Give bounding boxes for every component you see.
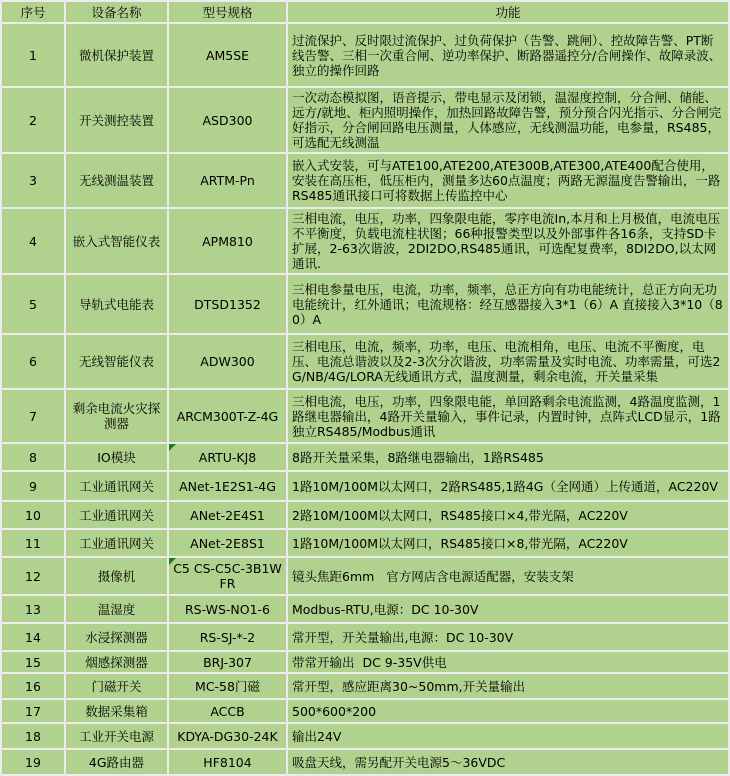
cell-index <box>2 724 64 748</box>
cell-device-name-text: 工业通讯网关 <box>78 478 154 494</box>
cell-device-name-text: 工业通讯网关 <box>78 507 154 523</box>
cell-model <box>169 209 286 273</box>
cell-model <box>169 530 286 556</box>
table-row <box>2 624 728 650</box>
cell-function-text: 1路10M/100M以太网口，RS485接口×8,带光隔，AC220V <box>292 535 628 551</box>
cell-model-text: ADW300 <box>200 354 255 369</box>
cell-index-text: 11 <box>25 535 41 551</box>
cell-function <box>288 275 728 333</box>
cell-function-text: 三相电参量电压，电流，功率，频率，总正方向有功电能统计，总正方向无功电能统计，红外通讯；电流规格：经互感器接入3*1（6）A 直接接入3*10（80）A <box>292 281 723 327</box>
cell-model <box>169 596 286 622</box>
cell-index-text: 8 <box>29 449 37 465</box>
cell-model <box>169 750 286 774</box>
cell-index-text: 14 <box>25 629 41 645</box>
cell-device-name-text: IO模块 <box>97 449 136 465</box>
table-row <box>2 24 728 86</box>
cell-model-text: BRJ-307 <box>203 654 252 670</box>
cell-device-name-text: 无线测温装置 <box>78 173 154 188</box>
cell-model <box>169 335 286 388</box>
cell-model-text: ANet-2E8S1 <box>190 535 265 551</box>
cell-index-text: 13 <box>25 601 41 617</box>
cell-index-text: 17 <box>25 703 41 719</box>
cell-index <box>2 390 64 442</box>
table-row <box>2 724 728 748</box>
cell-device-name <box>66 674 167 698</box>
cell-device-name <box>66 652 167 672</box>
cell-device-name-text: 摄像机 <box>97 568 136 584</box>
cell-device-name-text: 门磁开关 <box>91 678 142 694</box>
cell-function <box>288 700 728 722</box>
table-row <box>2 335 728 388</box>
cell-model <box>169 674 286 698</box>
cell-function-text: 8路开关量采集，8路继电器输出，1路RS485 <box>292 449 544 465</box>
table-row <box>2 558 728 594</box>
cell-device-name-text: 数据采集箱 <box>85 703 148 719</box>
cell-device-name-text: 烟感探测器 <box>85 654 148 670</box>
cell-function <box>288 209 728 273</box>
cell-index-text: 2 <box>29 112 37 128</box>
cell-device-name <box>66 502 167 528</box>
cell-function <box>288 472 728 500</box>
cell-index <box>2 154 64 207</box>
table-row <box>2 674 728 698</box>
cell-index <box>2 472 64 500</box>
cell-function-text: 三相电流，电压，功率，四象限电能，零序电流In,本月和上月极值，电流电压不平衡度，负载电流柱状图；66种报警类型以及外部事件各16条，支持SD卡扩展，2-63次谐波，2DI2DO,RS485通讯，可选配复费率，8DI2DO,以太网通讯. <box>292 211 721 271</box>
cell-function-text: 2路10M/100M以太网口，RS485接口×4,带光隔，AC220V <box>292 507 628 523</box>
cell-model <box>169 724 286 748</box>
table-row <box>2 750 728 774</box>
table-row <box>2 390 728 442</box>
table-row <box>2 502 728 528</box>
cell-index <box>2 674 64 698</box>
cell-device-name <box>66 24 167 86</box>
table-row <box>2 700 728 722</box>
cell-model-text: DTSD1352 <box>194 296 261 312</box>
cell-model <box>169 558 286 594</box>
cell-index-text: 4 <box>29 233 37 249</box>
cell-index-text: 5 <box>29 296 37 312</box>
cell-device-name-text: 工业开关电源 <box>78 728 154 744</box>
cell-model-text: HF8104 <box>203 754 252 770</box>
cell-function-text: 三相电流，电压，功率，四象限电能，单回路剩余电流监测，4路温度监测，1路继电器输出，4路开关量输入，事件记录，内置时钟，点阵式LCD显示，1路独立RS485/Modbus通讯 <box>292 393 721 439</box>
cell-model <box>169 472 286 500</box>
cell-function <box>288 335 728 388</box>
cell-index-text: 18 <box>25 728 41 744</box>
cell-function <box>288 444 728 470</box>
cell-device-name-text: 微机保护装置 <box>78 47 154 63</box>
cell-index <box>2 700 64 722</box>
cell-index-text: 9 <box>29 478 37 494</box>
table-row <box>2 275 728 333</box>
cell-model-text: AM5SE <box>205 47 250 63</box>
cell-model <box>169 154 286 207</box>
cell-function-text: 一次动态模拟图，语音提示，带电显示及闭锁，温湿度控制，分合闸、储能、远方/就地、柜内照明操作，加热回路故障告警，预分预合闪光指示、分合闸完好指示，分合闸回路电压测量，人体感应，无线测温功能，电参量，RS485，可选配无线测温 <box>292 90 722 150</box>
cell-device-name-text: 无线智能仪表 <box>78 354 154 369</box>
cell-index <box>2 596 64 622</box>
cell-index-text: 10 <box>25 507 41 523</box>
cell-function <box>288 502 728 528</box>
cell-device-name <box>66 444 167 470</box>
cell-model <box>169 502 286 528</box>
cell-function-text: Modbus-RTU,电源：DC 10-30V <box>292 601 479 617</box>
cell-device-name <box>66 750 167 774</box>
cell-model-text: RS-SJ-*-2 <box>199 629 256 645</box>
cell-model-text: ANet-1E2S1-4G <box>179 478 276 494</box>
cell-function <box>288 674 728 698</box>
cell-device-name-text: 剩余电流火灾探测器 <box>72 401 161 431</box>
cell-model <box>169 652 286 672</box>
cell-device-name <box>66 624 167 650</box>
cell-function-text: 500*600*200 <box>292 703 377 719</box>
cell-device-name <box>66 530 167 556</box>
col-header-name: 设备名称 <box>66 2 167 22</box>
cell-index <box>2 275 64 333</box>
cell-model-text: C5 CS-C5C-3B1WFR <box>173 561 282 591</box>
table-row <box>2 88 728 152</box>
cell-index <box>2 750 64 774</box>
table-row <box>2 209 728 273</box>
cell-index <box>2 209 64 273</box>
cell-function-text: 带常开输出 DC 9-35V供电 <box>292 654 447 670</box>
table-row <box>2 154 728 207</box>
cell-index <box>2 502 64 528</box>
cell-index-text: 1 <box>29 47 37 63</box>
cell-model-text: ANet-2E4S1 <box>190 507 265 523</box>
cell-model <box>169 24 286 86</box>
cell-device-name <box>66 558 167 594</box>
cell-index-text: 3 <box>29 173 37 188</box>
cell-index <box>2 652 64 672</box>
cell-model <box>169 390 286 442</box>
col-header-index: 序号 <box>2 2 64 22</box>
excel-error-corner-icon <box>169 558 176 565</box>
cell-function <box>288 624 728 650</box>
table-row <box>2 530 728 556</box>
cell-function-text: 三相电压，电流，频率，功率，电压、电流相角，电压、电流不平衡度，电压、电流总谐波以及2-3次分次谐波，功率需量及实时电流、功率需量，可选2G/NB/4G/LORA无线通讯方式，温度测量，剩余电流，开关量采集 <box>292 339 721 384</box>
cell-model-text: ASD300 <box>202 112 253 128</box>
cell-device-name <box>66 154 167 207</box>
excel-error-corner-icon <box>169 444 176 451</box>
table-row <box>2 444 728 470</box>
cell-index <box>2 335 64 388</box>
cell-function <box>288 596 728 622</box>
cell-index-text: 6 <box>29 354 37 369</box>
cell-device-name-text: 水浸探测器 <box>85 629 148 645</box>
cell-function-text: 过流保护、反时限过流保护、过负荷保护（告警、跳闸）、控故障告警、PT断线告警、三相一次重合闸、逆功率保护、断路器遥控分/合闸操作、故障录波、独立的操作回路 <box>292 32 722 78</box>
cell-function <box>288 652 728 672</box>
cell-index <box>2 24 64 86</box>
cell-function-text: 输出24V <box>292 728 342 744</box>
cell-device-name-text: 4G路由器 <box>88 754 145 770</box>
cell-device-name <box>66 275 167 333</box>
cell-model-text: ARTM-Pn <box>200 173 255 188</box>
cell-device-name <box>66 724 167 748</box>
cell-model-text: ARCM300T-Z-4G <box>176 408 279 424</box>
cell-function <box>288 390 728 442</box>
cell-index <box>2 88 64 152</box>
cell-device-name <box>66 472 167 500</box>
cell-function-text: 嵌入式安装，可与ATE100,ATE200,ATE300B,ATE300,ATE400配合使用，安装在高压柜，低压柜内，测量多达60点温度；两路无源温度告警输出，一路RS485通讯接口可将数据上传监控中心 <box>292 158 721 203</box>
cell-device-name <box>66 209 167 273</box>
cell-index <box>2 624 64 650</box>
cell-function-text: 常开型，感应距离30~50mm,开关量输出 <box>292 678 526 694</box>
cell-device-name <box>66 390 167 442</box>
cell-device-name <box>66 335 167 388</box>
cell-model <box>169 700 286 722</box>
cell-function <box>288 24 728 86</box>
cell-index <box>2 444 64 470</box>
cell-index-text: 7 <box>29 408 37 424</box>
table-row <box>2 472 728 500</box>
cell-index-text: 16 <box>25 678 41 694</box>
cell-function-text: 1路10M/100M以太网口，2路RS485,1路4G（全网通）上传通道，AC220V <box>292 478 718 494</box>
cell-function-text: 常开型，开关量输出,电源：DC 10-30V <box>292 629 514 645</box>
cell-model-text: APM810 <box>202 233 253 249</box>
cell-function <box>288 530 728 556</box>
cell-function-text: 吸盘天线，需另配开关电源5～36VDC <box>292 754 506 770</box>
col-header-model: 型号规格 <box>169 2 286 22</box>
cell-model <box>169 624 286 650</box>
cell-device-name-text: 工业通讯网关 <box>78 535 154 551</box>
cell-index-text: 12 <box>25 568 41 584</box>
cell-model-text: ARTU-KJ8 <box>198 449 257 465</box>
cell-model <box>169 88 286 152</box>
cell-function <box>288 724 728 748</box>
cell-index <box>2 530 64 556</box>
cell-index-text: 19 <box>25 754 41 770</box>
cell-function <box>288 88 728 152</box>
cell-model-text: RS-WS-NO1-6 <box>184 601 271 617</box>
cell-model-text: ACCB <box>210 703 245 719</box>
table-row <box>2 596 728 622</box>
table-row <box>2 652 728 672</box>
header-row <box>2 2 728 22</box>
col-header-function: 功能 <box>288 2 728 22</box>
cell-function <box>288 750 728 774</box>
cell-model-text: MC-58门磁 <box>195 678 260 694</box>
cell-model-text: KDYA-DG30-24K <box>177 728 278 744</box>
cell-index <box>2 558 64 594</box>
cell-device-name <box>66 88 167 152</box>
cell-function <box>288 558 728 594</box>
cell-device-name-text: 开关测控装置 <box>78 112 154 128</box>
cell-device-name <box>66 700 167 722</box>
cell-function-text: 镜头焦距6mm 官方网店含电源适配器，安装支架 <box>292 568 574 584</box>
cell-function <box>288 154 728 207</box>
cell-model <box>169 275 286 333</box>
cell-model <box>169 444 286 470</box>
cell-device-name-text: 嵌入式智能仪表 <box>72 233 161 249</box>
cell-device-name-text: 温湿度 <box>97 601 136 617</box>
cell-device-name <box>66 596 167 622</box>
cell-device-name-text: 导轨式电能表 <box>78 296 154 312</box>
cell-index-text: 15 <box>25 654 41 670</box>
